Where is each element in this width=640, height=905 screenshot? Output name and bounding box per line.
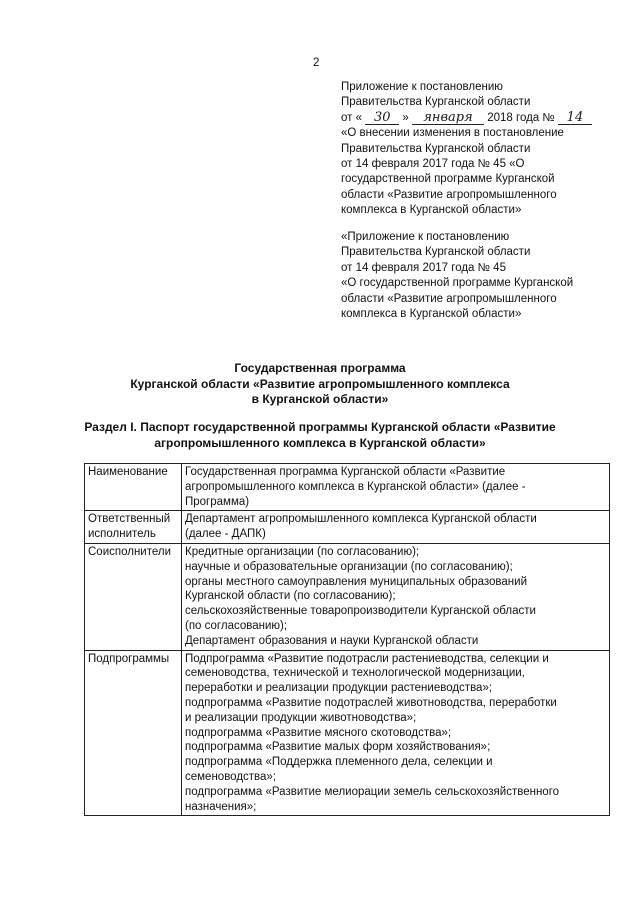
appendix-current	[341, 80, 631, 219]
row-label: исполнитель	[88, 528, 156, 541]
row-label-cell	[85, 543, 182, 650]
row-value-line: Программа)	[185, 495, 250, 508]
appendix-line: Приложение к постановлению	[341, 81, 503, 93]
date-year: 2018 года №	[487, 111, 555, 124]
appendix-date-line	[341, 111, 631, 126]
row-value-cell	[182, 543, 610, 650]
row-label-cell	[85, 464, 182, 511]
row-label: Подпрограммы	[88, 652, 170, 665]
row-value-cell	[182, 511, 610, 544]
row-value-line: Курганской области (по согласованию);	[185, 590, 396, 603]
program-title	[40, 361, 600, 408]
appendix-line: комплекса в Курганской области»	[341, 308, 522, 321]
row-value-line: подпрограмма «Развитие мясного скотоводства»;	[185, 726, 452, 739]
row-value-cell	[182, 650, 610, 816]
row-value-line: Государственная программа Курганской области «Развитие	[185, 466, 506, 478]
appendix-line: «Приложение к постановлению	[341, 231, 510, 243]
passport-table	[84, 463, 610, 816]
table-row	[85, 511, 610, 544]
section-heading	[60, 420, 580, 451]
appendix-line: «О внесении изменения в постановление	[341, 127, 564, 140]
appendix-original	[341, 230, 631, 322]
row-value-line: Кредитные организации (по согласованию);	[185, 545, 420, 558]
handwritten-month: января	[412, 111, 484, 125]
row-value-line: подпрограмма «Развитие малых форм хозяйствования»;	[185, 741, 491, 754]
row-value-line: органы местного самоуправления муниципальных образований	[185, 575, 527, 588]
row-value-line: подпрограмма «Развитие подотраслей животноводства, переработки	[185, 696, 557, 709]
row-value-line: агропромышленного комплекса в Курганской области» (далее -	[185, 480, 526, 493]
appendix-line: государственной программе Курганской	[341, 173, 555, 186]
row-value-line: Департамент образования и науки Курганской области	[185, 634, 479, 647]
date-prefix: от «	[341, 111, 363, 124]
handwritten-day: 30	[365, 111, 399, 125]
row-value-line: сельскохозяйственные товаропроизводители Курганской области	[185, 605, 536, 618]
section-line: Раздел I. Паспорт государственной программы Курганской области «Развитие	[84, 420, 556, 434]
row-value-line: научные и образовательные организации (по согласованию);	[185, 560, 513, 573]
row-label: Соисполнители	[88, 545, 172, 558]
row-value-line: и реализации продукции животноводства»;	[185, 711, 417, 724]
row-label: Наименование	[88, 466, 168, 478]
handwritten-number: 14	[558, 111, 592, 125]
title-line: в Курганской области»	[251, 392, 389, 406]
row-label-cell	[85, 650, 182, 816]
section-line: агропромышленного комплекса в Курганской области»	[154, 435, 486, 450]
appendix-line: «О государственной программе Курганской	[341, 277, 574, 290]
row-value-line: подпрограмма «Развитие мелиорации земель сельскохозяйственного	[185, 785, 560, 798]
row-value-line: (далее - ДАПК)	[185, 528, 266, 541]
row-value-line: Департамент агропромышленного комплекса Курганской области	[185, 513, 537, 526]
appendix-line: области «Развитие агропромышленного	[341, 292, 557, 305]
row-label-cell	[85, 511, 182, 544]
appendix-line: комплекса в Курганской области»	[341, 204, 522, 217]
appendix-line: Правительства Курганской области	[341, 96, 531, 109]
appendix-line: области «Развитие агропромышленного	[341, 188, 557, 201]
title-line: Курганской области «Развитие агропромышленного комплекса	[130, 376, 510, 391]
row-value-line: назначения»;	[185, 800, 257, 813]
page-number: 2	[313, 57, 320, 69]
row-value-line: Подпрограмма «Развитие подотрасли растениеводства, селекции и	[185, 652, 549, 665]
row-value-line: семеноводства»;	[185, 770, 277, 783]
row-value-line: подпрограмма «Поддержка племенного дела, селекции и	[185, 756, 493, 769]
title-line: Государственная программа	[234, 361, 406, 375]
appendix-line: от 14 февраля 2017 года № 45 «О	[341, 158, 525, 171]
table-row	[85, 464, 610, 511]
row-value-line: переработки и реализации продукции растениеводства»;	[185, 682, 493, 695]
appendix-line: от 14 февраля 2017 года № 45	[341, 261, 506, 274]
appendix-line: Правительства Курганской области	[341, 246, 531, 259]
row-label: Ответственный	[88, 513, 171, 526]
row-value-line: (по согласованию);	[185, 619, 288, 632]
table-row	[85, 543, 610, 650]
row-value-cell	[182, 464, 610, 511]
appendix-line: Правительства Курганской области	[341, 142, 531, 155]
date-mid: »	[402, 111, 409, 124]
table-row	[85, 650, 610, 816]
row-value-line: семеноводства, технической и технологической модернизации,	[185, 667, 525, 680]
